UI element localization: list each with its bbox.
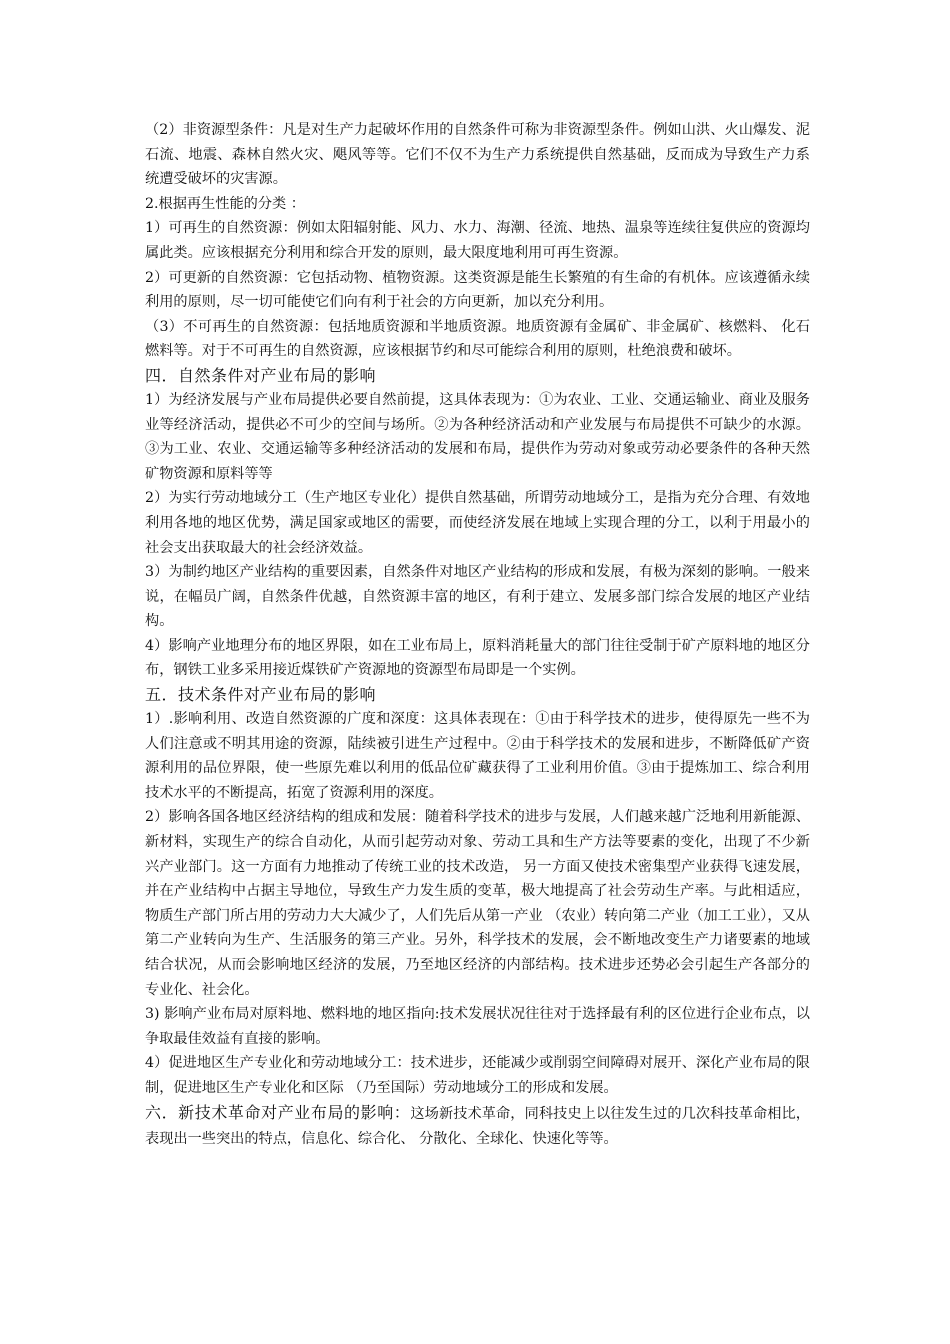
- paragraph-specialization: 4）促进地区生产专业化和劳动地域分工：技术进步，还能减少或削弱空间障碍对展开、深化产业布局的限制，促进地区生产专业化和区际 （乃至国际）劳动地域分工的形成和发展。: [145, 1055, 810, 1096]
- section-heading-natural-conditions: 四．自然条件对产业布局的影响: [145, 365, 377, 385]
- paragraph-renewable-resources: 1）可再生的自然资源：例如太阳辐射能、风力、水力、海潮、径流、地热、温泉等连续往复供应的资源均属此类。应该根据充分利用和综合开发的原则，最大限度地利用可再生资源。: [145, 220, 810, 261]
- paragraph-industrial-structure: 3）为制约地区产业结构的重要因素，自然条件对地区产业结构的形成和发展，有极为深刻的影响。一般来说，在幅员广阔，自然条件优越，自然资源丰富的地区，有利于建立、发展多部门综合发展的地区产业结构。: [145, 564, 810, 630]
- paragraph-labor-division: 2）为实行劳动地域分工（生产地区专业化）提供自然基础，所谓劳动地域分工，是指为充分合理、有效地利用各地的地区优势，满足国家或地区的需要，而使经济发展在地域上实现合理的分工，以利于用最小的社会支出获取最大的社会经济效益。: [145, 490, 810, 556]
- paragraph-economic-structure: 2）影响各国各地区经济结构的组成和发展：随着科学技术的进步与发展，人们越来越广泛地利用新能源、新材料，实现生产的综合自动化，从而引起劳动对象、劳动工具和生产方法等要素的变化，出现了不少新兴产业部门。这一方面有力地推动了传统工业的技术改造， 另一方面又使技术密集型产业获得飞速发展，并在产业结构中占据主导地位，导致生产力发生质的变革，极大地提高了社会劳动生产率。与此相适应，物质生产部门所占用的劳动力大大减少了，人们先后从第一产业 （农业）转向第二产业（加工工业），又从第二产业转向为生产、生活服务的第三产业。另外，科学技术的发展，会不断地改变生产力诸要素的地域结合状况，从而会影响地区经济的发展，乃至地区经济的内部结构。技术进步还势必会引起生产各部分的专业化、社会化。: [145, 809, 810, 998]
- paragraph-regeneration-classification: 2.根据再生性能的分类 ：: [145, 195, 305, 212]
- paragraph-updatable-resources: 2）可更新的自然资源：它包括动物、植物资源。这类资源是能生长繁殖的有生命的有机体。应该遵循永续利用的原则，尽一切可能使它们向有利于社会的方向更新，加以充分利用。: [145, 269, 810, 311]
- paragraph-nonrenewable-resources: （3）不可再生的自然资源：包括地质资源和半地质资源。地质资源有金属矿、非金属矿、核燃料、 化石燃料等。对于不可再生的自然资源，应该根据节约和尽可能综合利用的原则，杜绝浪费和破坏。: [145, 318, 810, 360]
- paragraph-non-resource-conditions: （2）非资源型条件：凡是对生产力起破坏作用的自然条件可称为非资源型条件。例如山洪、火山爆发、泥石流、地震、森林自然火灾、飓风等等。它们不仅不为生产力系统提供自然基础，反而成为导致生产力系统遭受破坏的灾害源。: [145, 122, 810, 188]
- paragraph-location-orientation: 3) 影响产业布局对原料地、燃料地的地区指向:技术发展状况往往对于选择最有利的区位进行企业布点，以争取最佳效益有直接的影响。: [145, 1006, 810, 1047]
- new-tech-revolution-text: 这场新技术革命，同科技史上以往发生过的几次科技革命相比，表现出一些突出的特点，信息化、综合化、 分散化、全球化、快速化等等。: [145, 1105, 810, 1147]
- section-heading-new-tech-revolution: 六．新技术革命对产业布局的影响：: [145, 1102, 411, 1122]
- section-heading-technical-conditions: 五．技术条件对产业布局的影响: [145, 685, 377, 705]
- document-page: [145, 118, 810, 1152]
- paragraph-geographic-boundaries: 4）影响产业地理分布的地区界限，如在工业布局上，原料消耗量大的部门往往受制于矿产原料地的地区分布，钢铁工业多采用接近煤铁矿产资源地的资源型布局即是一个实例。: [145, 637, 810, 679]
- paragraph-resource-utilization: 1）.影响利用、改造自然资源的广度和深度：这具体表现在：①由于科学技术的进步，使得原先一些不为人们注意或不明其用途的资源，陆续被引进生产过程中。②由于科学技术的发展和进步，不断降低矿产资源利用的品位界限，使一些原先难以利用的低品位矿藏获得了工业利用价值。③由于提炼加工、综合利用技术水平的不断提高，拓宽了资源利用的深度。: [145, 711, 810, 801]
- paragraph-natural-premise: 1）为经济发展与产业布局提供必要自然前提，这具体表现为：①为农业、工业、交通运输业、商业及服务业等经济活动，提供必不可少的空间与场所。②为各种经济活动和产业发展与布局提供不可缺少的水源。③为工业、农业、交通运输等多种经济活动的发展和布局，提供作为劳动对象或劳动必要条件的各种天然矿物资源和原料等等: [145, 391, 810, 482]
- paragraph-new-tech-revolution: [145, 1101, 810, 1152]
